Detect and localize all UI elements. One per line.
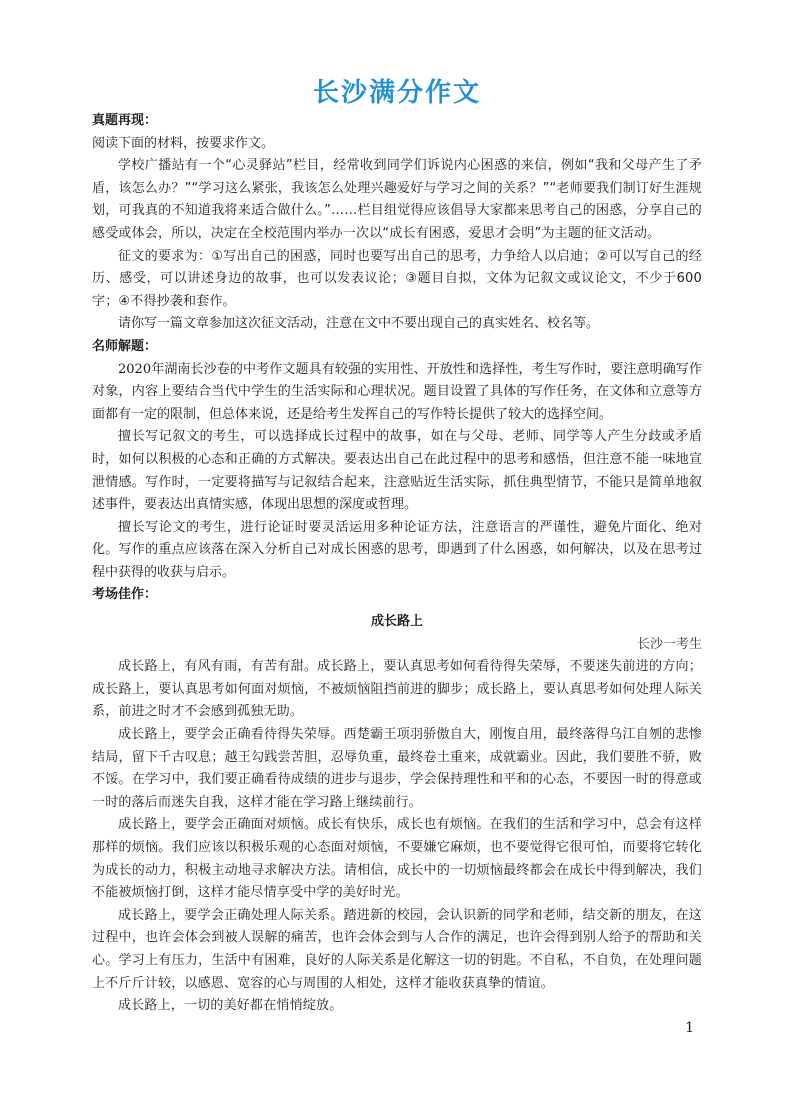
essay-paragraph-1: 成长路上，有风有雨，有苦有甜。成长路上，要认真思考如何看待得失荣辱，不要迷失前进的方向；成长路上，要认真思考如何面对烦恼，不被烦恼阻挡前进的脚步；成长路上，要认真思考如何处理人际关系，前进之时才不会感到孤独无助。 bbox=[92, 659, 702, 720]
page-title: 长沙满分作文 bbox=[312, 78, 481, 108]
zhenti-paragraph-2: 征文的要求为：①写出自己的困惑，同时也要写出自己的思考，力争给人以启迪；②可以写自己的经历、感受，可以讲述身边的故事，也可以发表议论；③题目自拟，文体为记叙文或议论文，不少于600字；④不得抄袭和套作。 bbox=[92, 248, 702, 309]
essay-title: 成长路上 bbox=[370, 614, 423, 630]
zhenti-intro: 阅读下面的材料，按要求作文。 bbox=[92, 135, 275, 151]
document-body bbox=[92, 110, 702, 1018]
jieti-paragraph-3: 擅长写论文的考生，进行论证时要灵活运用多种论证方法，注意语言的严谨性，避免片面化、绝对化。写作的重点应该落在深入分析自己对成长困惑的思考，即遇到了什么困惑，如何解决，以及在思考过程中获得的收获与启示。 bbox=[92, 519, 702, 580]
page-number: 1 bbox=[685, 1020, 694, 1036]
essay-paragraph-5: 成长路上，一切的美好都在悄悄绽放。 bbox=[118, 998, 343, 1014]
jieti-paragraph-1: 2020年湖南长沙卷的中考作文题具有较强的实用性、开放性和选择性，考生写作时，要注意明确写作对象，内容上要结合当代中学生的生活实际和心理状况。题目设置了具体的写作任务，在文体和立意等方面都有一定的限制，但总体来说，还是给考生发挥自己的写作特长提供了较大的选择空间。 bbox=[92, 361, 702, 422]
section-label-jieti: 名师解题： bbox=[92, 338, 158, 354]
essay-author: 长沙一考生 bbox=[636, 636, 702, 652]
jieti-paragraph-2: 擅长写记叙文的考生，可以选择成长过程中的故事，如在与父母、老师、同学等人产生分歧或矛盾时，如何以积极的心态和正确的方式解决。要表达出自己在此过程中的思考和感悟，但注意不能一味地宣泄情感。写作时，一定要将描写与记叙结合起来，注意贴近生活实际，抓住典型情节，不能只是简单地叙述事件，要表达出真情实感，体现出思想的深度或哲理。 bbox=[92, 429, 702, 513]
zhenti-paragraph-1: 学校广播站有一个“心灵驿站”栏目，经常收到同学们诉说内心困惑的来信，例如“我和父母产生了矛盾，该怎么办？”“学习这么紧张，我该怎么处理兴趣爱好与学习之间的关系？”“老师要我们制订好生涯规划，可我真的不知道我将来适合做什么。”……栏目组觉得应该倡导大家都来思考自己的困惑，分享自己的感受或体会，所以，决定在全校范围内举办一次以“成长有困惑，爱思才会明”为主题的征文活动。 bbox=[92, 158, 702, 241]
section-label-zhenti: 真题再现： bbox=[92, 113, 158, 128]
essay-paragraph-2: 成长路上，要学会正确看待得失荣辱。西楚霸王项羽骄傲自大，刚愎自用，最终落得乌江自刎的悲惨结局，留下千古叹息；越王勾践尝苦胆，忍辱负重，最终卷土重来，成就霸业。因此，我们要胜不骄，败不馁。在学习中，我们要正确看待成绩的进步与退步，学会保持理性和平和的心态，不要因一时的得意或一时的落后而迷失自我，这样才能在学习路上继续前行。 bbox=[92, 727, 702, 810]
section-label-jiazuo: 考场佳作： bbox=[92, 587, 158, 603]
essay-paragraph-4: 成长路上，要学会正确处理人际关系。踏进新的校园，会认识新的同学和老师，结交新的朋友，在这过程中，也许会体会到被人误解的痛苦，也许会体会到与人合作的满足，也许会得到别人给予的帮助和关心。学习上有压力，生活中有困难，良好的人际关系是化解这一切的钥匙。不自私，不自负，在处理问题上不斤斤计较，以感恩、宽容的心与周围的人相处，这样才能收获真挚的情谊。 bbox=[92, 907, 702, 991]
essay-paragraph-3: 成长路上，要学会正确面对烦恼。成长有快乐，成长也有烦恼。在我们的生活和学习中，总会有这样那样的烦恼。我们应该以积极乐观的心态面对烦恼，不要嫌它麻烦，也不要觉得它很可怕，而要将它转化为成长的动力，积极主动地寻求解决方法。请相信，成长中的一切烦恼最终都会在成长中得到解决，我们不能被烦恼打倒，这样才能尽情享受中学的美好时光。 bbox=[92, 817, 702, 901]
zhenti-paragraph-3: 请你写一篇文章参加这次征文活动，注意在文中不要出现自己的真实姓名、校名等。 bbox=[118, 316, 600, 332]
